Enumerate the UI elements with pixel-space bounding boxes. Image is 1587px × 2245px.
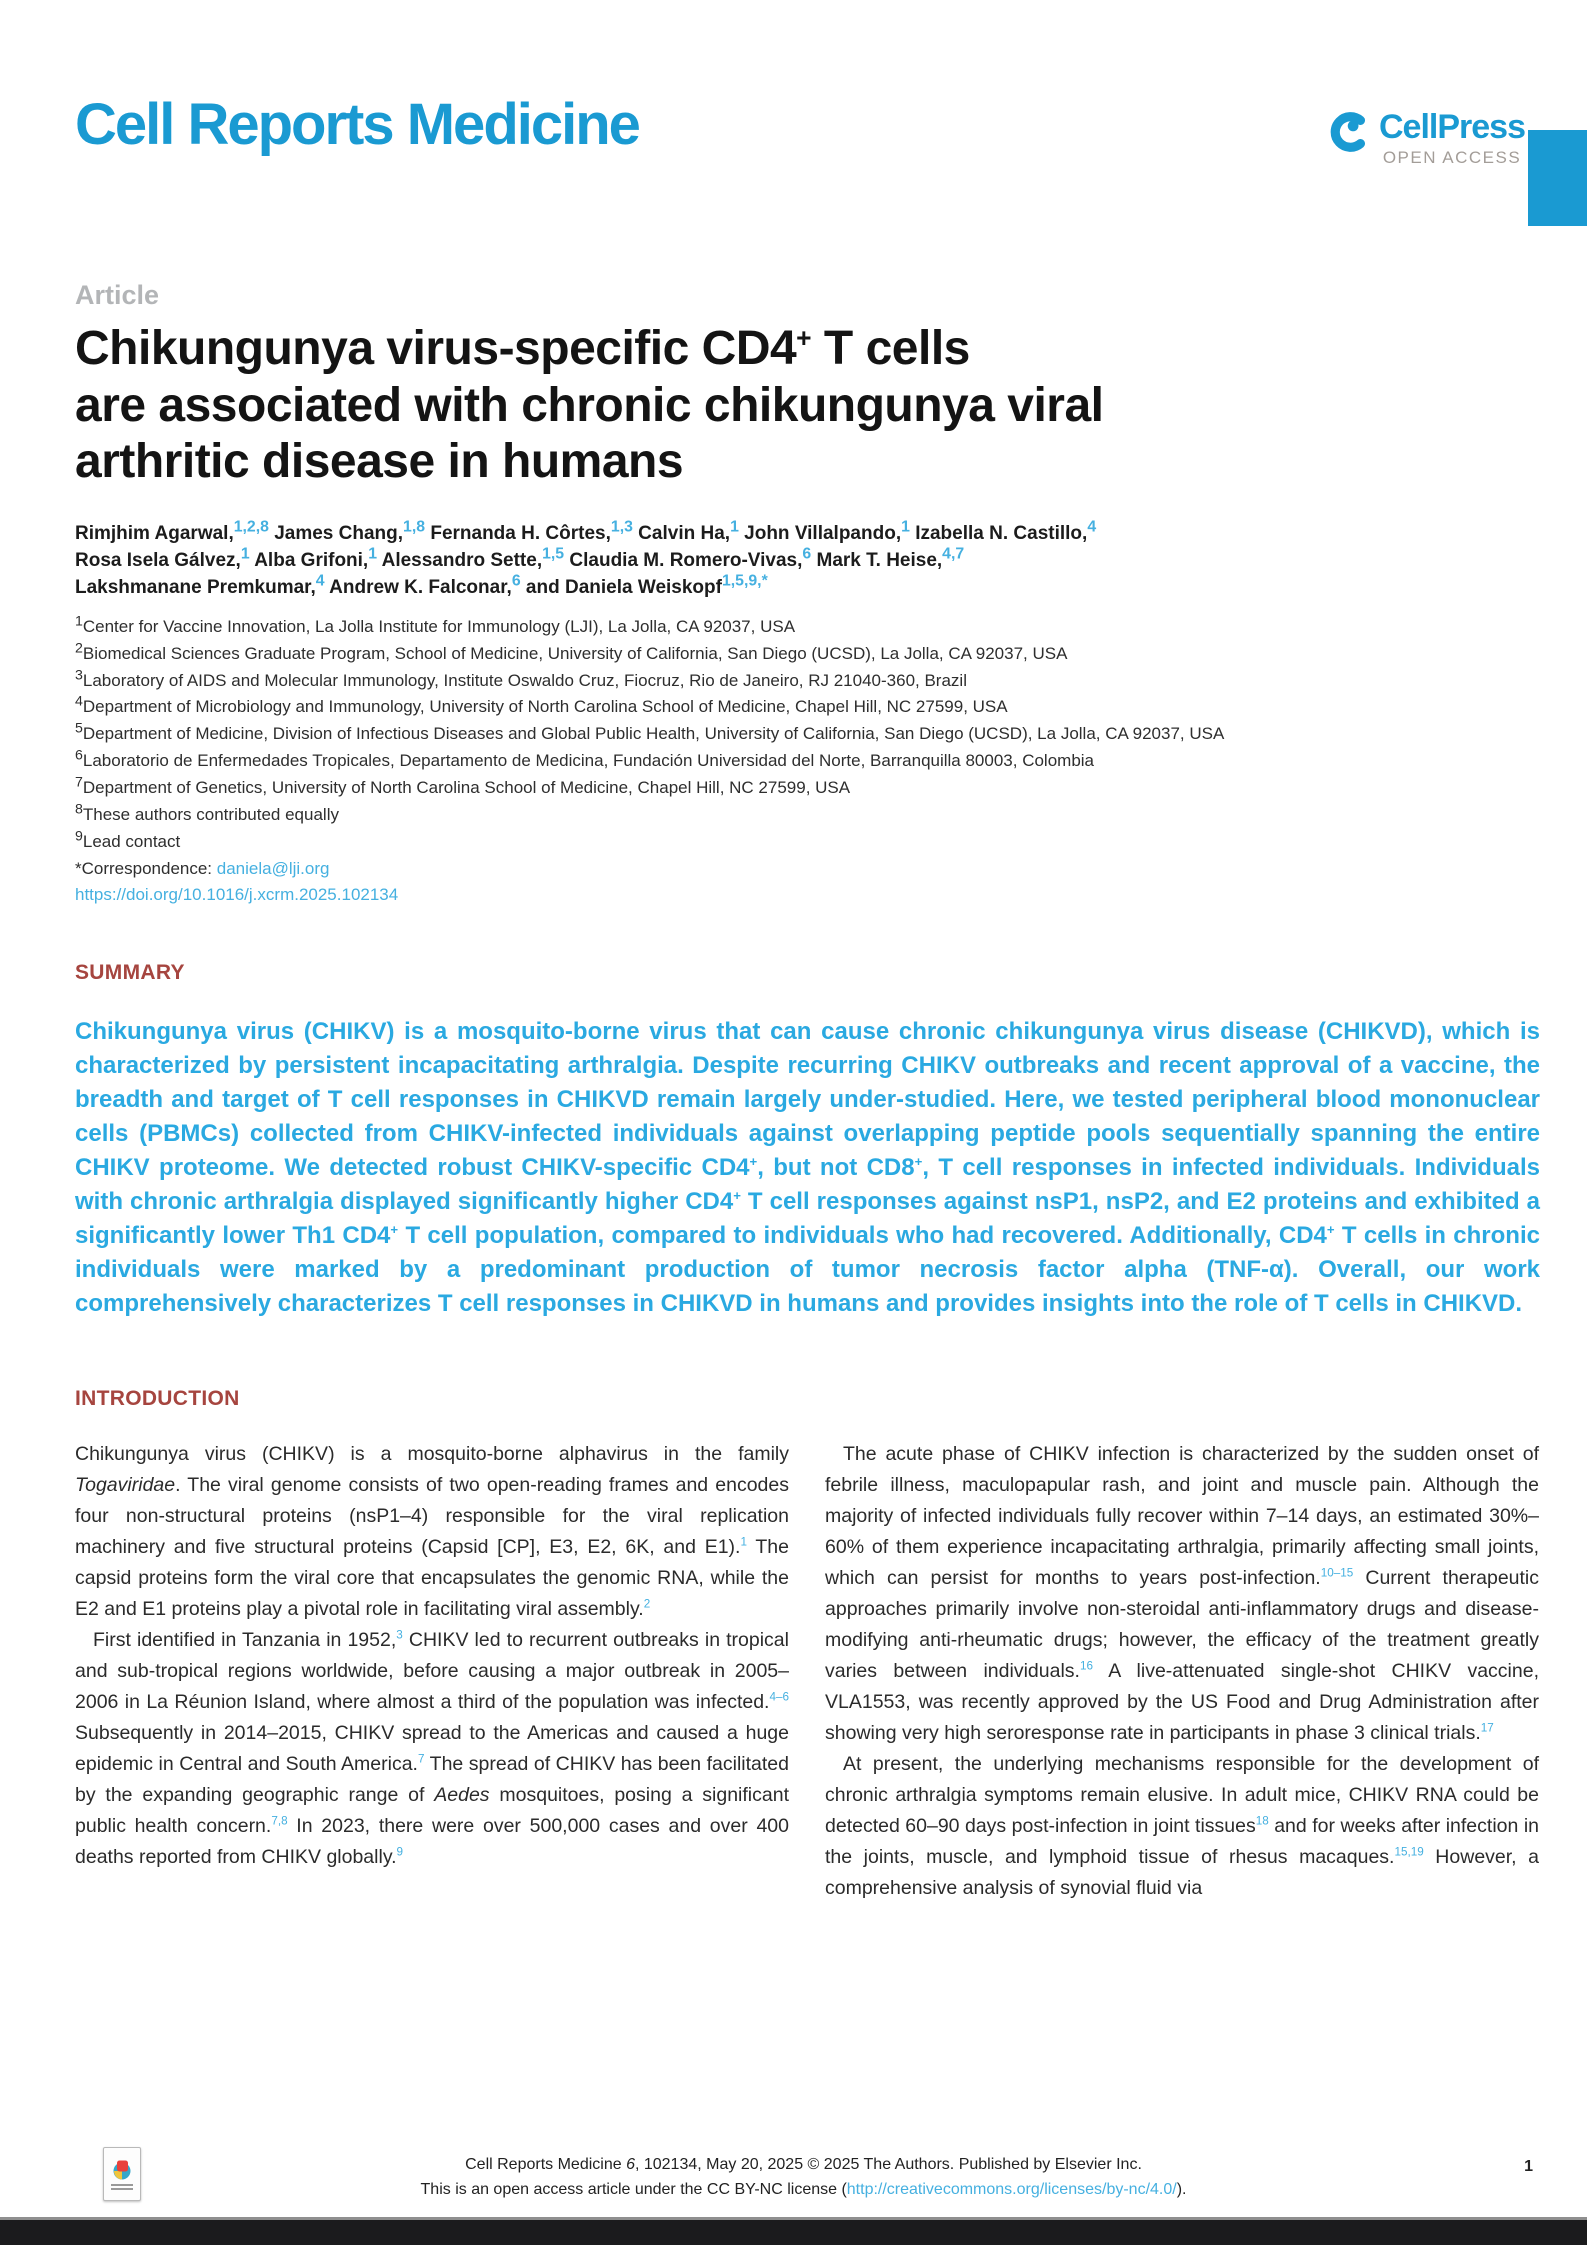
footer-citation [60,2153,1547,2178]
text-run: . The viral genome consists of two open-reading frames and encodes four non-structural proteins (nsP1–4) responsible for the viral replication machinery and five structural proteins (Capsid [CP], E3, E2, 6K, and E1). [75,1474,789,1559]
citation-ref[interactable]: 7,8 [271,1814,288,1828]
title-line [75,378,1395,435]
citation-ref[interactable]: 16 [1079,1659,1093,1673]
text-run: The acute phase of CHIKV infection is characterized by the sudden onset of febrile illness, maculopapular rash, and joint and muscle pain. Although the majority of infected individuals fully recover within 7–14 days, an estimated 30%–60% of them experience incapacitating arthralgia, primarily affecting small joints, which can persist for months to years post-infection. [825,1443,1539,1590]
text-run: Laboratorio de Enfermedades Tropicales, Departamento de Medicina, Fundación Universidad del Norte, Barranquilla 80003, Colombia [82,751,1095,771]
bottom-bar [0,2217,1587,2245]
superscript: + [733,1188,741,1204]
text-run: In 2023, there were over 500,000 cases and over 400 deaths reported from CHIKV globally. [75,1815,789,1869]
summary-heading: SUMMARY [75,961,185,985]
text-run: and for weeks after infection in the joints, muscle, and lymphoid tissue of rhesus macaques. [825,1815,1539,1869]
text-run: This is an open access article under the CC BY-NC license ( [420,2181,847,2199]
text-run: T cell responses against nsP1, nsP2, and E2 proteins and exhibited a significantly lower Th1 CD4 [75,1188,1540,1250]
text-run: Current therapeutic approaches primarily involve non-steroidal anti-inflammatory drugs and disease-modifying anti-rheumatic drugs; however, the efficacy of the treatment greatly varies between individuals. [825,1567,1540,1683]
citation-ref[interactable]: 1 [740,1535,747,1549]
paragraph [825,1439,1539,1749]
text-run: Alba Grifoni, [249,549,369,571]
citation-ref[interactable]: 4–6 [769,1690,789,1704]
superscript: 3 [75,666,83,683]
open-access-label: OPEN ACCESS [1382,148,1522,167]
affiliation-line [75,829,1540,856]
paragraph [75,1439,789,1625]
text-run: These authors contributed equally [82,804,339,824]
superscript: 6 [802,545,812,563]
superscript: 8 [75,801,83,818]
text-run: Laboratory of AIDS and Molecular Immunology, Institute Oswaldo Cruz, Fiocruz, Rio de Janeiro, RJ 21040-360, Brazil [82,670,967,690]
text-run: , 102134, May 20, 2025 © 2025 The Authors. Published by Elsevier Inc. [634,2156,1142,2174]
link[interactable]: daniela@lji.org [216,858,330,878]
text-run: Izabella N. Castillo, [909,522,1088,544]
doi-link[interactable]: https://doi.org/10.1016/j.xcrm.2025.102134 [75,885,399,905]
intro-column-right [825,1439,1539,1904]
text-run: ). [1176,2181,1187,2199]
superscript: + [914,1154,923,1170]
summary-section [75,961,1540,1321]
citation-ref[interactable]: 3 [396,1628,403,1642]
superscript: 9 [75,828,83,844]
masthead [75,0,1540,206]
author-line [75,545,1540,575]
text-run: arthritic disease in humans [75,435,684,489]
affiliation-line [75,668,1540,695]
superscript: 1 [240,545,250,563]
crossmark-microtext [111,2182,133,2190]
text-run: Alessandro Sette, [377,549,543,571]
affiliation-line [75,614,1540,641]
text-run: *Correspondence: [75,858,217,878]
text-run: Chikungunya virus-specific CD4 [75,322,797,375]
text-run: Department of Medicine, Division of Infectious Diseases and Global Public Health, University of California, San Diego (UCSD), La Jolla, CA 92037, USA [82,724,1225,744]
text-run: However, a comprehensive analysis of synovial fluid via [825,1846,1540,1900]
citation-ref[interactable]: 18 [1255,1814,1269,1828]
text-run: Claudia M. Romero-Vivas, [564,549,803,571]
publisher-logo [1325,110,1525,168]
superscript: 4 [315,572,325,590]
citation-ref[interactable]: 17 [1480,1721,1494,1735]
summary-body [75,1015,1540,1321]
intro-column-left [75,1439,789,1904]
text-run: Cell Reports Medicine [465,2156,627,2174]
superscript: 4 [75,693,83,710]
article-kicker: Article [75,280,160,310]
text-run: First identified in Tanzania in 1952, [93,1629,397,1652]
author-line [75,518,1540,548]
text-run: A live-attenuated single-shot CHIKV vaccine, VLA1553, was recently approved by the US Food and Drug Administration after showing very high seroresponse rate in participants in phase 3 clinical trials. [825,1660,1539,1745]
article-title [75,321,1395,491]
two-column-layout [75,1439,1540,1904]
text-run: Department of Genetics, University of North Carolina School of Medicine, Chapel Hill, NC 27599, USA [82,777,851,797]
superscript: + [390,1222,399,1238]
author-line [75,572,1540,602]
superscript: 1,5,9,* [721,572,768,590]
paragraph [75,1625,789,1873]
page-number: 1 [1524,2158,1533,2176]
correspondence-line [75,856,1540,883]
text-run: and Daniela Weiskopf [520,576,722,598]
text-run: Calvin Ha, [632,522,731,544]
text-run: Aedes [434,1784,490,1807]
text-run: Department of Microbiology and Immunology, University of North Carolina School of Medicine, Chapel Hill, NC 27599, USA [82,697,1008,717]
affiliation-list [75,614,1540,856]
text-run: Subsequently in 2014–2015, CHIKV spread to the Americas and caused a huge epidemic in Central and South America. [75,1722,789,1776]
superscript: 1 [368,545,378,563]
title-line [75,321,1395,378]
superscript: 7 [75,774,83,791]
citation-ref[interactable]: 15,19 [1394,1845,1424,1859]
superscript: + [749,1154,758,1170]
introduction-section [75,1387,1540,1904]
text-run: Lead contact [82,831,181,851]
text-run: Chikungunya virus (CHIKV) is a mosquito-borne virus that can cause chronic chikungunya virus disease (CHIKVD), which is characterized by persistent incapacitating arthralgia. Despite recurring CHIKV outbreaks and recent approval of a vaccine, the breadth and target of T cell responses in CHIKVD remain largely under-studied. Here, we tested peripheral blood mononuclear cells (PBMCs) collected from CHIKV-infected individuals against overlapping peptide pools sequentially spanning the entire CHIKV proteome. We detected robust CHIKV-specific CD4 [75,1018,1540,1182]
superscript: 1 [75,613,83,630]
text-run: Andrew K. Falconar, [324,576,512,598]
text-run: T cells [811,322,970,375]
cellpress-logo-icon [1325,110,1369,159]
affiliation-line [75,802,1540,829]
text-run: T cells in chronic individuals were marked by a predominant production of tumor necrosis factor alpha (TNF-α). Overall, our work comprehensively characterizes T cell responses in CHIKVD in humans and provides insights into the role of T cells in CHIKVD. [75,1222,1540,1318]
introduction-heading: INTRODUCTION [75,1387,240,1411]
text-run: Lakshmanane Premkumar, [75,576,316,598]
superscript: 6 [75,747,83,764]
superscript: 1,8 [403,518,426,536]
text-run: Togaviridae [75,1474,176,1497]
text-run: Rosa Isela Gálvez, [75,549,241,571]
page-footer [60,2153,1547,2203]
link[interactable]: http://creativecommons.org/licenses/by-nc/4.0/ [846,2181,1177,2199]
text-run: James Chang, [268,522,404,544]
crossmark-badge[interactable] [103,2147,141,2201]
superscript: 2 [75,639,83,656]
text-run: At present, the underlying mechanisms responsible for the development of chronic arthralgia symptoms remain elusive. In adult mice, CHIKV RNA could be detected 60–90 days post-infection in joint tissues [825,1753,1539,1838]
crossmark-icon [110,2158,134,2182]
text-run: Rimjhim Agarwal, [75,522,234,544]
text-run: John Villalpando, [738,522,902,544]
superscript: 1,2,8 [233,518,269,536]
citation-ref[interactable]: 9 [396,1845,404,1859]
superscript: 6 [511,572,521,590]
text-run: , T cell responses in infected individuals. Individuals with chronic arthralgia displayed significantly higher CD4 [75,1154,1540,1216]
superscript: 1 [730,518,739,536]
text-run: Center for Vaccine Innovation, La Jolla Institute for Immunology (LJI), La Jolla, CA 92037, USA [82,616,796,636]
text-run: are associated with chronic chikungunya viral [75,378,1104,432]
text-run: The spread of CHIKV has been facilitated by the expanding geographic range of [75,1753,789,1807]
superscript: 1,3 [610,518,633,536]
text-run: Chikungunya virus (CHIKV) is a mosquito-borne alphavirus in the family [75,1443,789,1466]
citation-ref[interactable]: 2 [643,1597,651,1611]
superscript: + [1326,1222,1335,1238]
affiliation-line [75,775,1540,802]
text-run: T cell population, compared to individuals who had recovered. Additionally, CD4 [398,1222,1327,1250]
footer-license [60,2178,1547,2203]
superscript: 1,5 [542,545,565,563]
text-run: CHIKV led to recurrent outbreaks in tropical and sub-tropical regions worldwide, before causing a major outbreak in 2005–2006 in La Réunion Island, where almost a third of the population was infected. [75,1629,789,1714]
title-line [75,434,1395,491]
affiliation-line [75,721,1540,748]
affiliation-line [75,641,1540,668]
citation-ref[interactable]: 7 [417,1752,425,1766]
superscript: 4 [1087,518,1097,536]
publisher-name: CellPress [1379,108,1525,146]
text-run: Mark T. Heise, [811,549,943,571]
text-run: mosquitoes, posing a significant public health concern. [75,1784,790,1838]
journal-title: Cell Reports Medicine [75,92,639,157]
superscript: + [796,323,812,353]
affiliation-line [75,748,1540,775]
superscript: 5 [75,720,83,737]
superscript: 4,7 [942,545,965,563]
text-run: Biomedical Sciences Graduate Program, School of Medicine, University of California, San Diego (UCSD), La Jolla, CA 92037, USA [82,643,1068,663]
paragraph [825,1749,1539,1904]
superscript: 1 [901,518,910,536]
corner-accent [1528,130,1587,226]
text-run: The capsid proteins form the viral core that encapsulates the genomic RNA, while the E2 and E1 proteins play a pivotal role in facilitating viral assembly. [75,1536,789,1621]
citation-ref[interactable]: 10–15 [1320,1566,1354,1580]
text-run: Fernanda H. Côrtes, [425,522,611,544]
author-list [75,518,1540,602]
text-run: , but not CD8 [757,1154,915,1182]
text-run: 6 [626,2156,635,2174]
affiliation-line [75,694,1540,721]
